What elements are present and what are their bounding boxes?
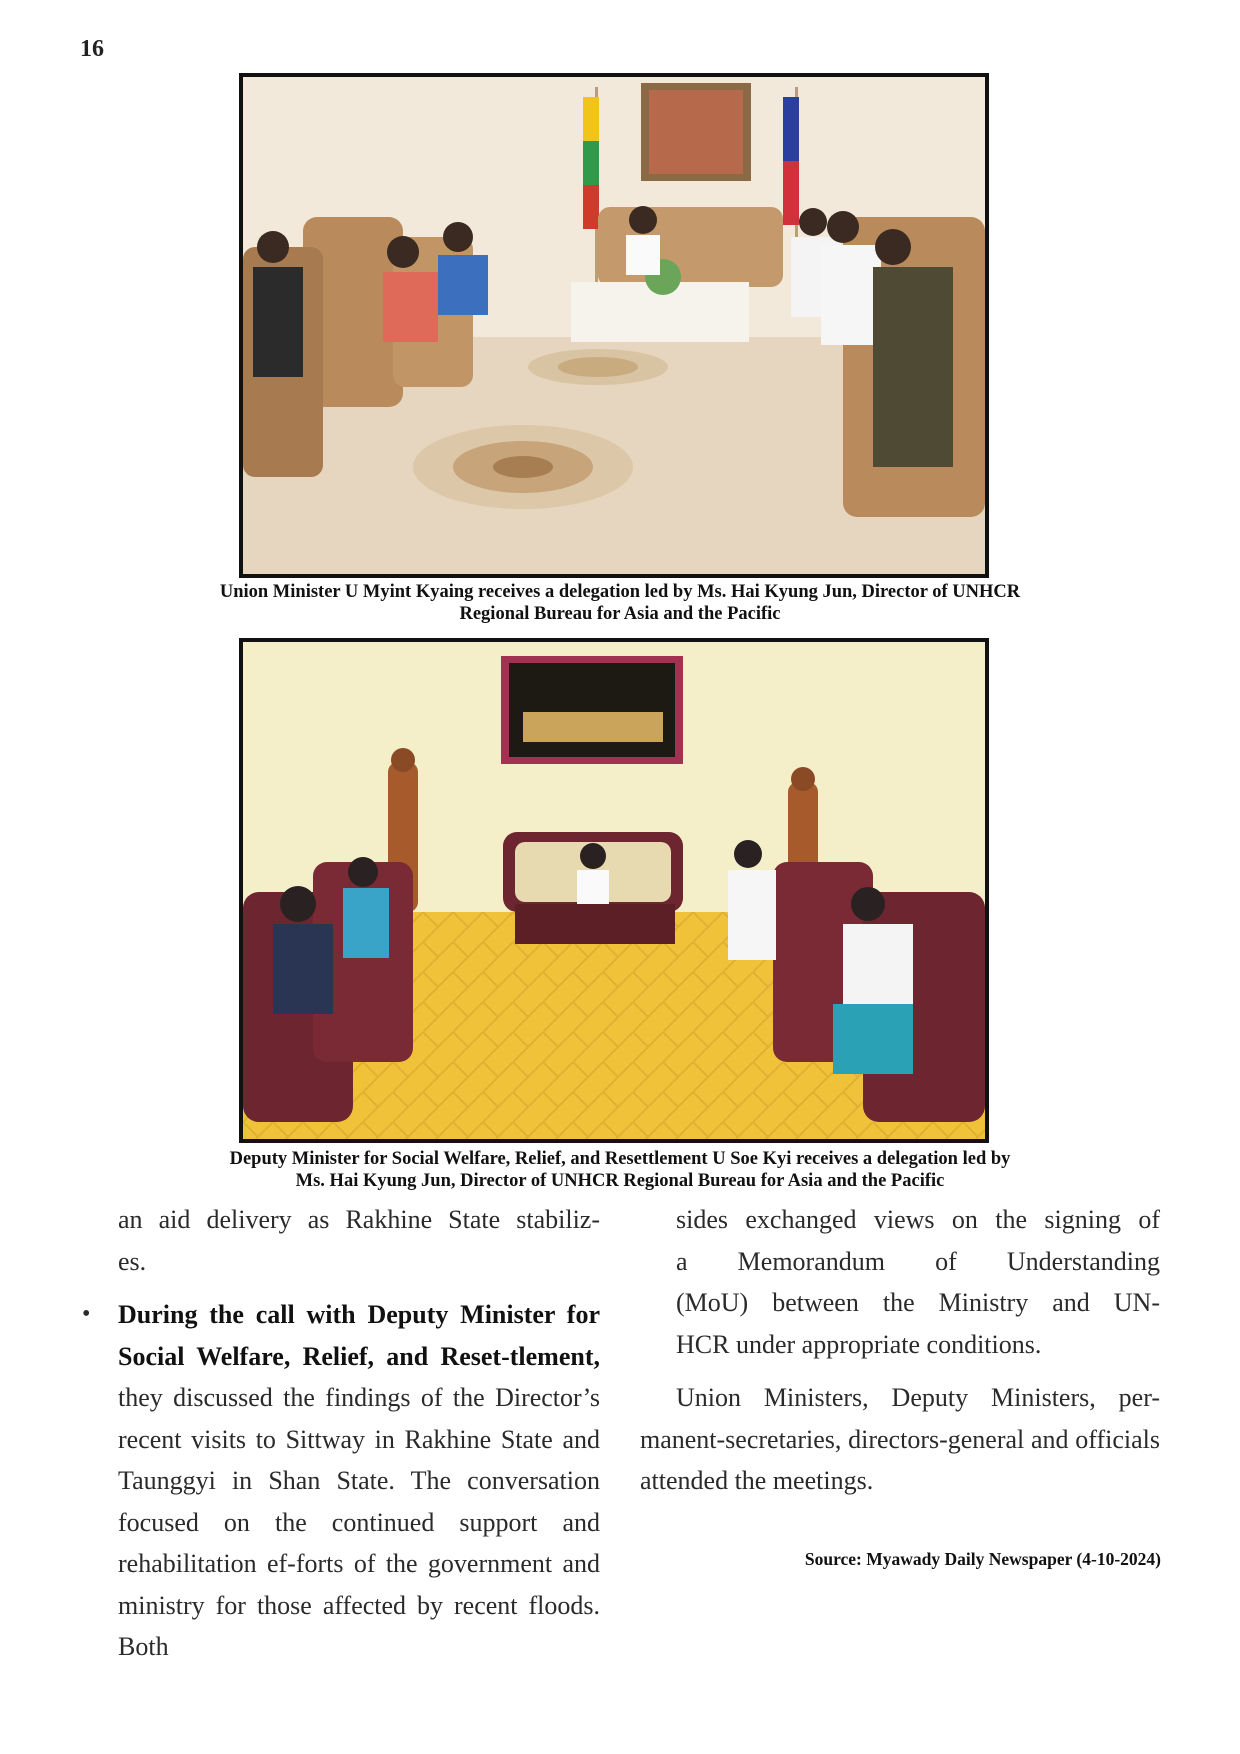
- photo-1-caption-line-1: Union Minister U Myint Kyaing receives a delegation led by Ms. Hai Kyung Jun, Director of UNHCR: [219, 582, 1021, 602]
- right-para1-line-3: (MoU) between the Ministry and UN-: [676, 1288, 1160, 1317]
- intro-line-1: an aid delivery as Rakhine State stabiliz-: [118, 1205, 600, 1234]
- meeting-photo-1: [239, 73, 989, 578]
- right-paragraph-1: [640, 1199, 1160, 1365]
- bullet-body-text: they discussed the findings of the Director’s recent visits to Sittway in Rakhine State and Taunggyi in Shan State. The conversation focused on the continued support and rehabilitation ef-forts of the government and ministry for those affected by recent floods. Both: [118, 1383, 600, 1661]
- photo-1-caption-line-2: Regional Bureau for Asia and the Pacific: [459, 604, 781, 624]
- photo-2-caption-line-1: Deputy Minister for Social Welfare, Relief, and Resettlement U Soe Kyi receives a delegation led by: [229, 1149, 1011, 1169]
- right-paragraph-2: Union Ministers, Deputy Ministers, per-manent-secretaries, directors-general and officials attended the meetings.: [640, 1383, 1160, 1495]
- bullet-bold-text: During the call with Deputy Minister for Social Welfare, Relief, and Reset-tlement,: [118, 1300, 600, 1371]
- page-number: 16: [80, 36, 104, 62]
- right-para1-line-4: HCR under appropriate conditions.: [676, 1329, 1042, 1359]
- intro-line-2: es.: [118, 1246, 147, 1276]
- meeting-photo-2: [239, 638, 989, 1143]
- photo-2-caption-line-2: Ms. Hai Kyung Jun, Director of UNHCR Regional Bureau for Asia and the Pacific: [295, 1171, 945, 1191]
- bullet-item: [82, 1294, 600, 1668]
- meeting-photo-1-image: [243, 77, 985, 574]
- photo-1-caption: [120, 581, 1120, 625]
- meeting-photo-2-image: [243, 642, 985, 1139]
- right-para1-line-2: a Memorandum of Understanding: [676, 1246, 1160, 1276]
- right-para1-line-1: sides exchanged views on the signing of: [676, 1205, 1160, 1234]
- photo-2-caption: [120, 1148, 1120, 1192]
- bullet-icon: •: [82, 1301, 91, 1327]
- source-credit: Source: Myawady Daily Newspaper (4-10-2024): [804, 1549, 1161, 1569]
- left-column: [82, 1199, 600, 1668]
- right-column: [640, 1199, 1160, 1502]
